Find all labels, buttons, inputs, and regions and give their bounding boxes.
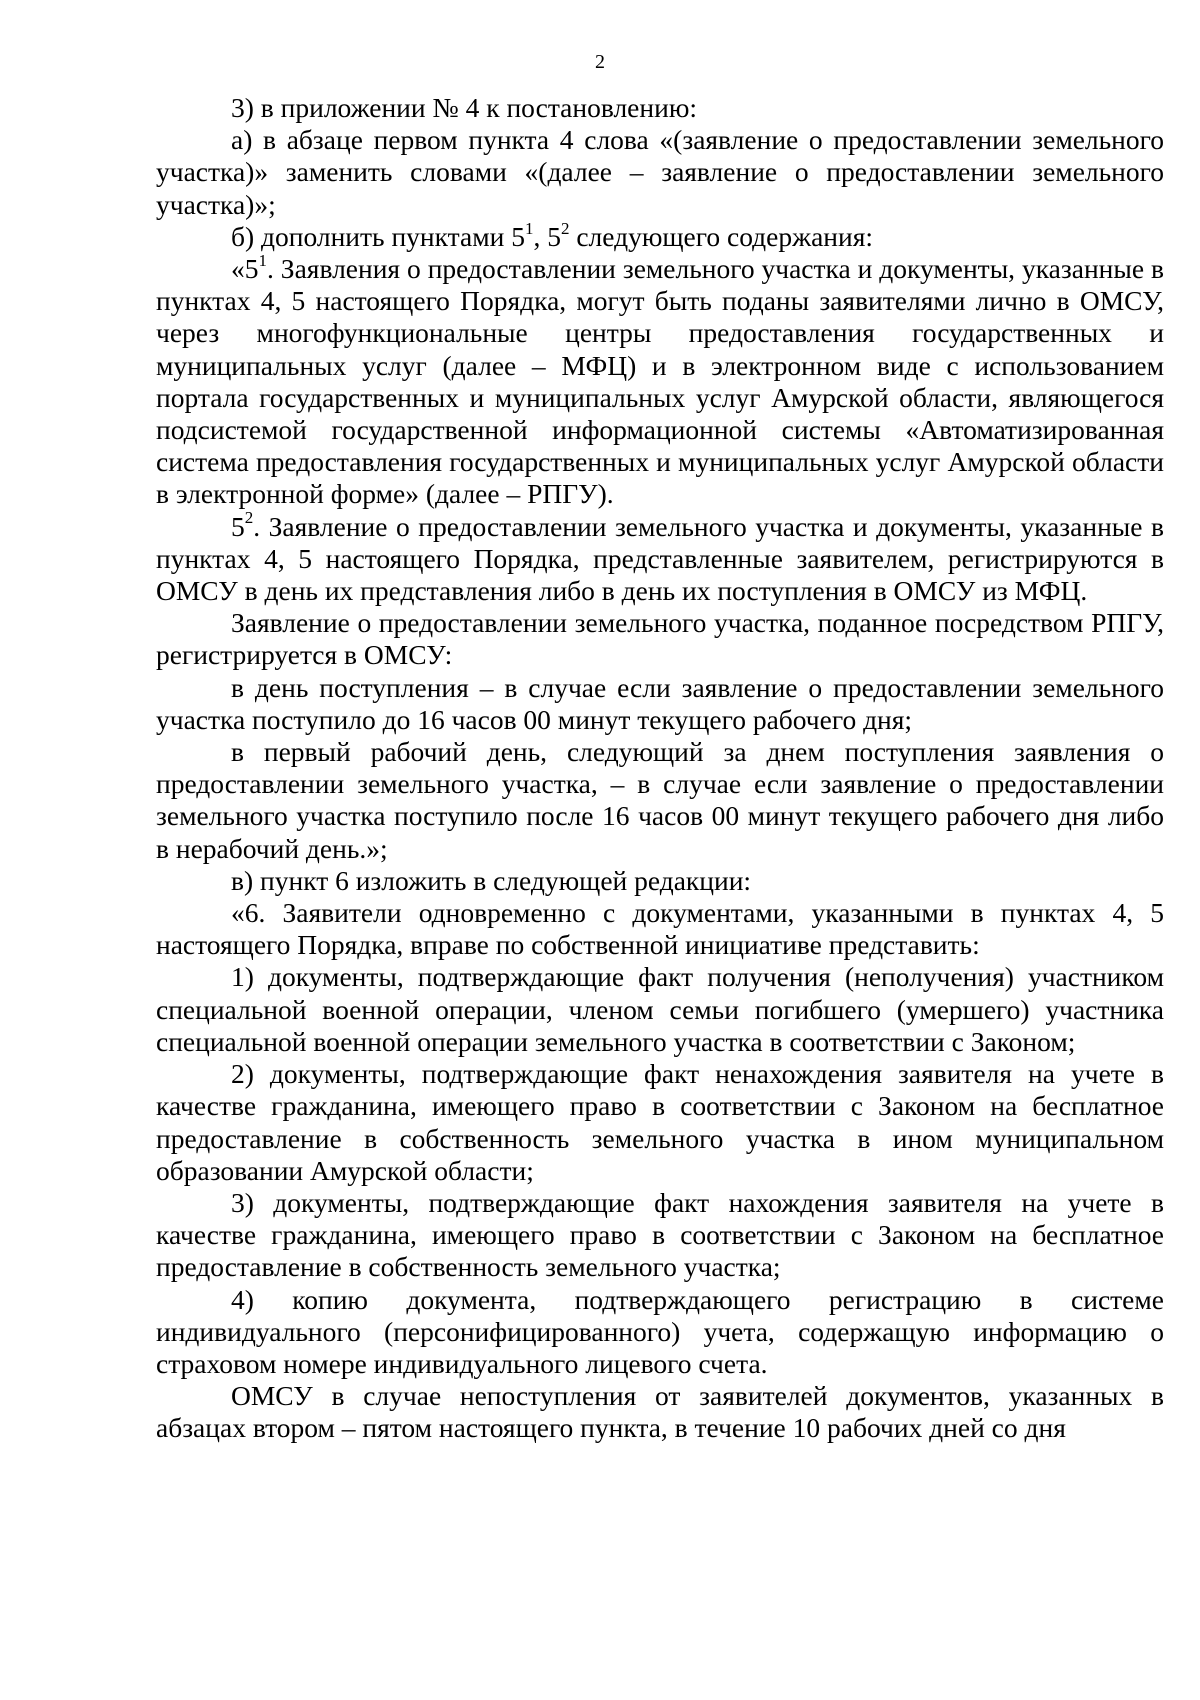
text-run: 4) копию документа, подтверждающего регистрацию в системе индивидуального (персонифицированного) учета, содержащую информацию о страховом номере индивидуального лицевого счета.: [156, 1283, 1164, 1379]
paragraph: [156, 865, 1164, 897]
text-run: «5: [231, 253, 259, 285]
document-body: [156, 92, 1164, 1445]
superscript: 1: [524, 218, 534, 238]
paragraph: [156, 736, 1164, 865]
paragraph: [156, 1380, 1164, 1444]
paragraph: [156, 607, 1164, 671]
paragraph: [156, 92, 1164, 124]
text-run: ОМСУ в случае непоступления от заявителей документов, указанных в абзацах втором – пятом настоящего пункта, в течение 10 рабочих дней со дня: [156, 1380, 1164, 1444]
text-run: , 5: [533, 220, 561, 252]
text-run: в день поступления – в случае если заявление о предоставлении земельного участка поступило до 16 часов 00 минут текущего рабочего дня;: [156, 671, 1164, 735]
text-run: следующего содержания:: [569, 220, 874, 252]
text-run: 1) документы, подтверждающие факт получения (неполучения) участником специальной военной операции, членом семьи погибшего (умершего) участника специальной военной операции земельного участка в соответствии с Законом;: [156, 961, 1164, 1057]
superscript: 2: [244, 508, 254, 528]
page-number: 2: [595, 51, 605, 73]
paragraph: [156, 124, 1164, 221]
text-run: б) дополнить пунктами 5: [231, 220, 525, 252]
paragraph: [156, 1187, 1164, 1284]
text-run: . Заявление о предоставлении земельного участка и документы, указанные в пунктах 4, 5 настоящего Порядка, представленные заявителем, регистрируются в ОМСУ в день их представления либо в день их поступления в ОМСУ из МФЦ.: [156, 510, 1164, 607]
paragraph: [156, 672, 1164, 736]
paragraph: [156, 218, 1164, 253]
text-run: 3) документы, подтверждающие факт нахождения заявителя на учете в качестве гражданина, имеющего право в соответствии с Законом на бесплатное предоставление в собственность земельного участка;: [156, 1186, 1164, 1283]
superscript: 2: [560, 218, 570, 238]
text-run: . Заявления о предоставлении земельного участка и документы, указанные в пунктах 4, 5 настоящего Порядка, могут быть поданы заявителями лично в ОМСУ, через многофункциональные центры предоставления государственных и муниципальных услуг (далее – МФЦ) и в электронном виде с использованием портала государственных и муниципальных услуг Амурской области, являющегося подсистемой государственной информационной системы «Автоматизированная система предоставления государственных и муниципальных услуг Амурской области в электронной форме» (далее – РПГУ).: [156, 253, 1164, 510]
superscript: 1: [258, 250, 267, 270]
paragraph: [156, 1058, 1164, 1187]
paragraph: [156, 897, 1164, 961]
paragraph: [156, 1284, 1164, 1381]
text-run: в первый рабочий день, следующий за днем поступления заявления о предоставлении земельного участка, – в случае если заявление о предоставлении земельного участка поступило после 16 часов 00 минут текущего рабочего дня либо в нерабочий день.»;: [156, 736, 1164, 864]
text-run: Заявление о предоставлении земельного участка, поданное посредством РПГУ, регистрируется в ОМСУ:: [156, 607, 1164, 671]
text-run: а) в абзаце первом пункта 4 слова «(заявление о предоставлении земельного участка)» заменить словами «(далее – заявление о предоставлении земельного участка)»;: [156, 124, 1164, 220]
paragraph: [156, 508, 1164, 608]
text-run: «6. Заявители одновременно с документами, указанными в пунктах 4, 5 настоящего Порядка, вправе по собственной инициативе представить:: [156, 897, 1164, 961]
paragraph: [156, 961, 1164, 1058]
text-run: в) пункт 6 изложить в следующей редакции:: [231, 864, 752, 896]
text-run: 3) в приложении № 4 к постановлению:: [231, 92, 698, 123]
text-run: 2) документы, подтверждающие факт ненахождения заявителя на учете в качестве гражданина, имеющего право в соответствии с Законом на бесплатное предоставление в собственность земельного участка в ином муниципальном образовании Амурской области;: [156, 1058, 1164, 1186]
paragraph: [156, 250, 1164, 511]
text-run: 5: [231, 510, 245, 542]
